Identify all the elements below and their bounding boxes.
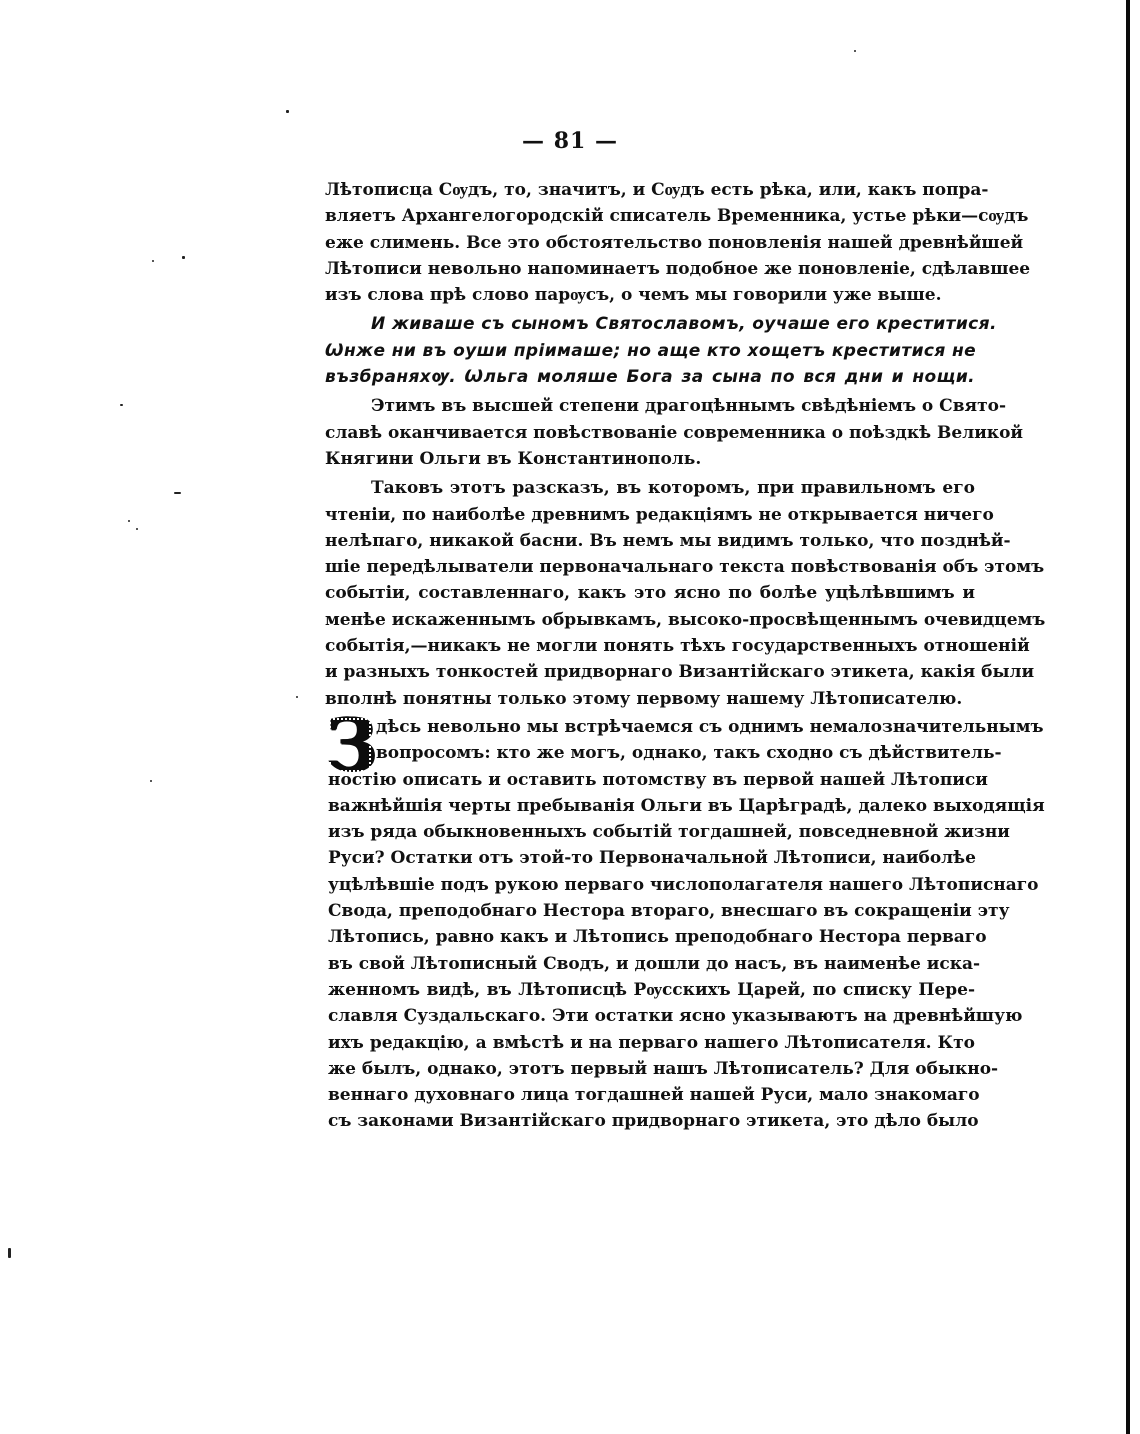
text-line: Лѣтопись, равно какъ и Лѣтопись преподобнаго Нестора перваго [328, 927, 987, 948]
text-line: важнѣйшія черты пребыванія Ольги въ Царѣградѣ, далеко выходящія [328, 795, 1045, 816]
text-line: Свода, преподобнаго Нестора втораго, внесшаго въ сокращеніи эту [328, 901, 1010, 922]
text-line: менѣе искаженнымъ обрывкамъ, высоко-просвѣщеннымъ очевидцемъ [325, 609, 1046, 630]
quote-line: възбраняхѹ. Ѡльга моляше Бога за сына по вся дни и нощи. [325, 367, 975, 388]
text-line: изъ ряда обыкновенныхъ событій тогдашней, повседневной жизни [328, 822, 1010, 843]
text-line: шіе передѣлыватели первоначальнаго текста повѣствованія объ этомъ [325, 557, 1045, 578]
text-line: съ законами Византійскаго придворнаго этикета, это дѣло было [328, 1111, 979, 1132]
text-line: въ свой Лѣтописный Сводъ, и дошли до насъ, въ наименѣе иска- [328, 953, 981, 974]
text-line: Руси? Остатки отъ этой-то Первоначальной Лѣтописи, наиболѣе [328, 848, 976, 869]
text-line: Княгини Ольги въ Константинополь. [325, 448, 702, 469]
text-line: дѣсь невольно мы встрѣчаемся съ однимъ немалозначительнымъ [376, 717, 1044, 737]
scan-speck [854, 50, 856, 52]
main-text-top [325, 177, 1046, 712]
scan-speck [152, 260, 154, 262]
text-line: Лѣтописца Сѹдъ, то, значитъ, и Сѹдъ есть рѣка, или, какъ попра- [325, 180, 989, 200]
paragraph-3 [325, 393, 1024, 472]
text-line: ностію описать и оставить потомству въ первой нашей Лѣтописи [328, 769, 988, 790]
text-line: событіи, составленнаго, какъ это ясно по болѣе уцѣлѣвшимъ и [325, 583, 975, 604]
text-line: вполнѣ понятны только этому первому нашему Лѣтописателю. [325, 688, 963, 709]
text-line: веннаго духовнаго лица тогдашней нашей Руси, мало знакомаго [328, 1085, 980, 1106]
quote-line: Ѡнже ни въ оуши пріимаше; но аще кто хощетъ креститися не [325, 340, 977, 361]
text-line: вляетъ Архангелогородскій списатель Временника, устье рѣки—сѹдъ [325, 206, 1029, 227]
text-line: изъ слова прѣ слово парѹсъ, о чемъ мы говорили уже выше. [325, 285, 942, 306]
text-line: же былъ, однако, этотъ первый нашъ Лѣтописатель? Для обыкно- [328, 1058, 999, 1079]
text-line: славля Суздальскаго. Эти остатки ясно указываютъ на древнѣйшую [328, 1006, 1023, 1027]
text-line: ихъ редакцію, а вмѣстѣ и на перваго нашего Лѣтописателя. Кто [328, 1032, 975, 1053]
text-line: еже слимень. Все это обстоятельство поновленія нашей древнѣйшей [325, 232, 1024, 253]
text-line: Таковъ этотъ разсказъ, въ которомъ, при правильномъ его [371, 478, 975, 499]
scan-speck [8, 1248, 11, 1258]
paragraph-1 [325, 177, 1031, 308]
text-line: женномъ видѣ, въ Лѣтописцѣ Рѹсскихъ Царей, по списку Пере- [328, 979, 975, 1000]
scan-edge-bar [1126, 0, 1130, 1434]
paragraph-4 [325, 475, 1046, 712]
scan-speck [296, 696, 298, 698]
scan-speck [286, 110, 289, 113]
scan-speck [174, 492, 181, 494]
slavonic-quote [325, 311, 997, 390]
main-text-bottom [326, 702, 1045, 1135]
text-line: чтеніи, по наиболѣе древнимъ редакціямъ не открывается ничего [325, 504, 994, 525]
text-line: Этимъ въ высшей степени драгоцѣннымъ свѣдѣніемъ о Свято- [371, 396, 1006, 417]
scan-speck [120, 404, 123, 406]
scan-speck [136, 528, 138, 530]
text-line: Лѣтописи невольно напоминаетъ подобное же поновленіе, сдѣлавшее [325, 258, 1031, 279]
drop-cap-letter: З [326, 702, 378, 787]
page-number: — 81 — [522, 128, 618, 154]
text-line: уцѣлѣвшіе подъ рукою перваго числополагателя нашего Лѣтописнаго [328, 874, 1039, 895]
text-line: и разныхъ тонкостей придворнаго Византійскаго этикета, какія были [325, 662, 1035, 683]
text-line: событія,—никакъ не могли понять тѣхъ государственныхъ отношеній [325, 636, 1030, 657]
scan-speck [128, 520, 130, 522]
scan-speck [150, 780, 152, 782]
text-line: славѣ оканчивается повѣствованіе современника о поѣздкѣ Великой [325, 422, 1024, 443]
text-line: нелѣпаго, никакой басни. Въ немъ мы видимъ только, что позднѣй- [325, 530, 1011, 551]
quote-line: И живаше съ сыномъ Святославомъ, оучаше его креститися. [371, 314, 997, 335]
text-line: вопросомъ: кто же могъ, однако, такъ сходно съ дѣйствитель- [376, 743, 1002, 764]
scan-speck [182, 256, 185, 259]
